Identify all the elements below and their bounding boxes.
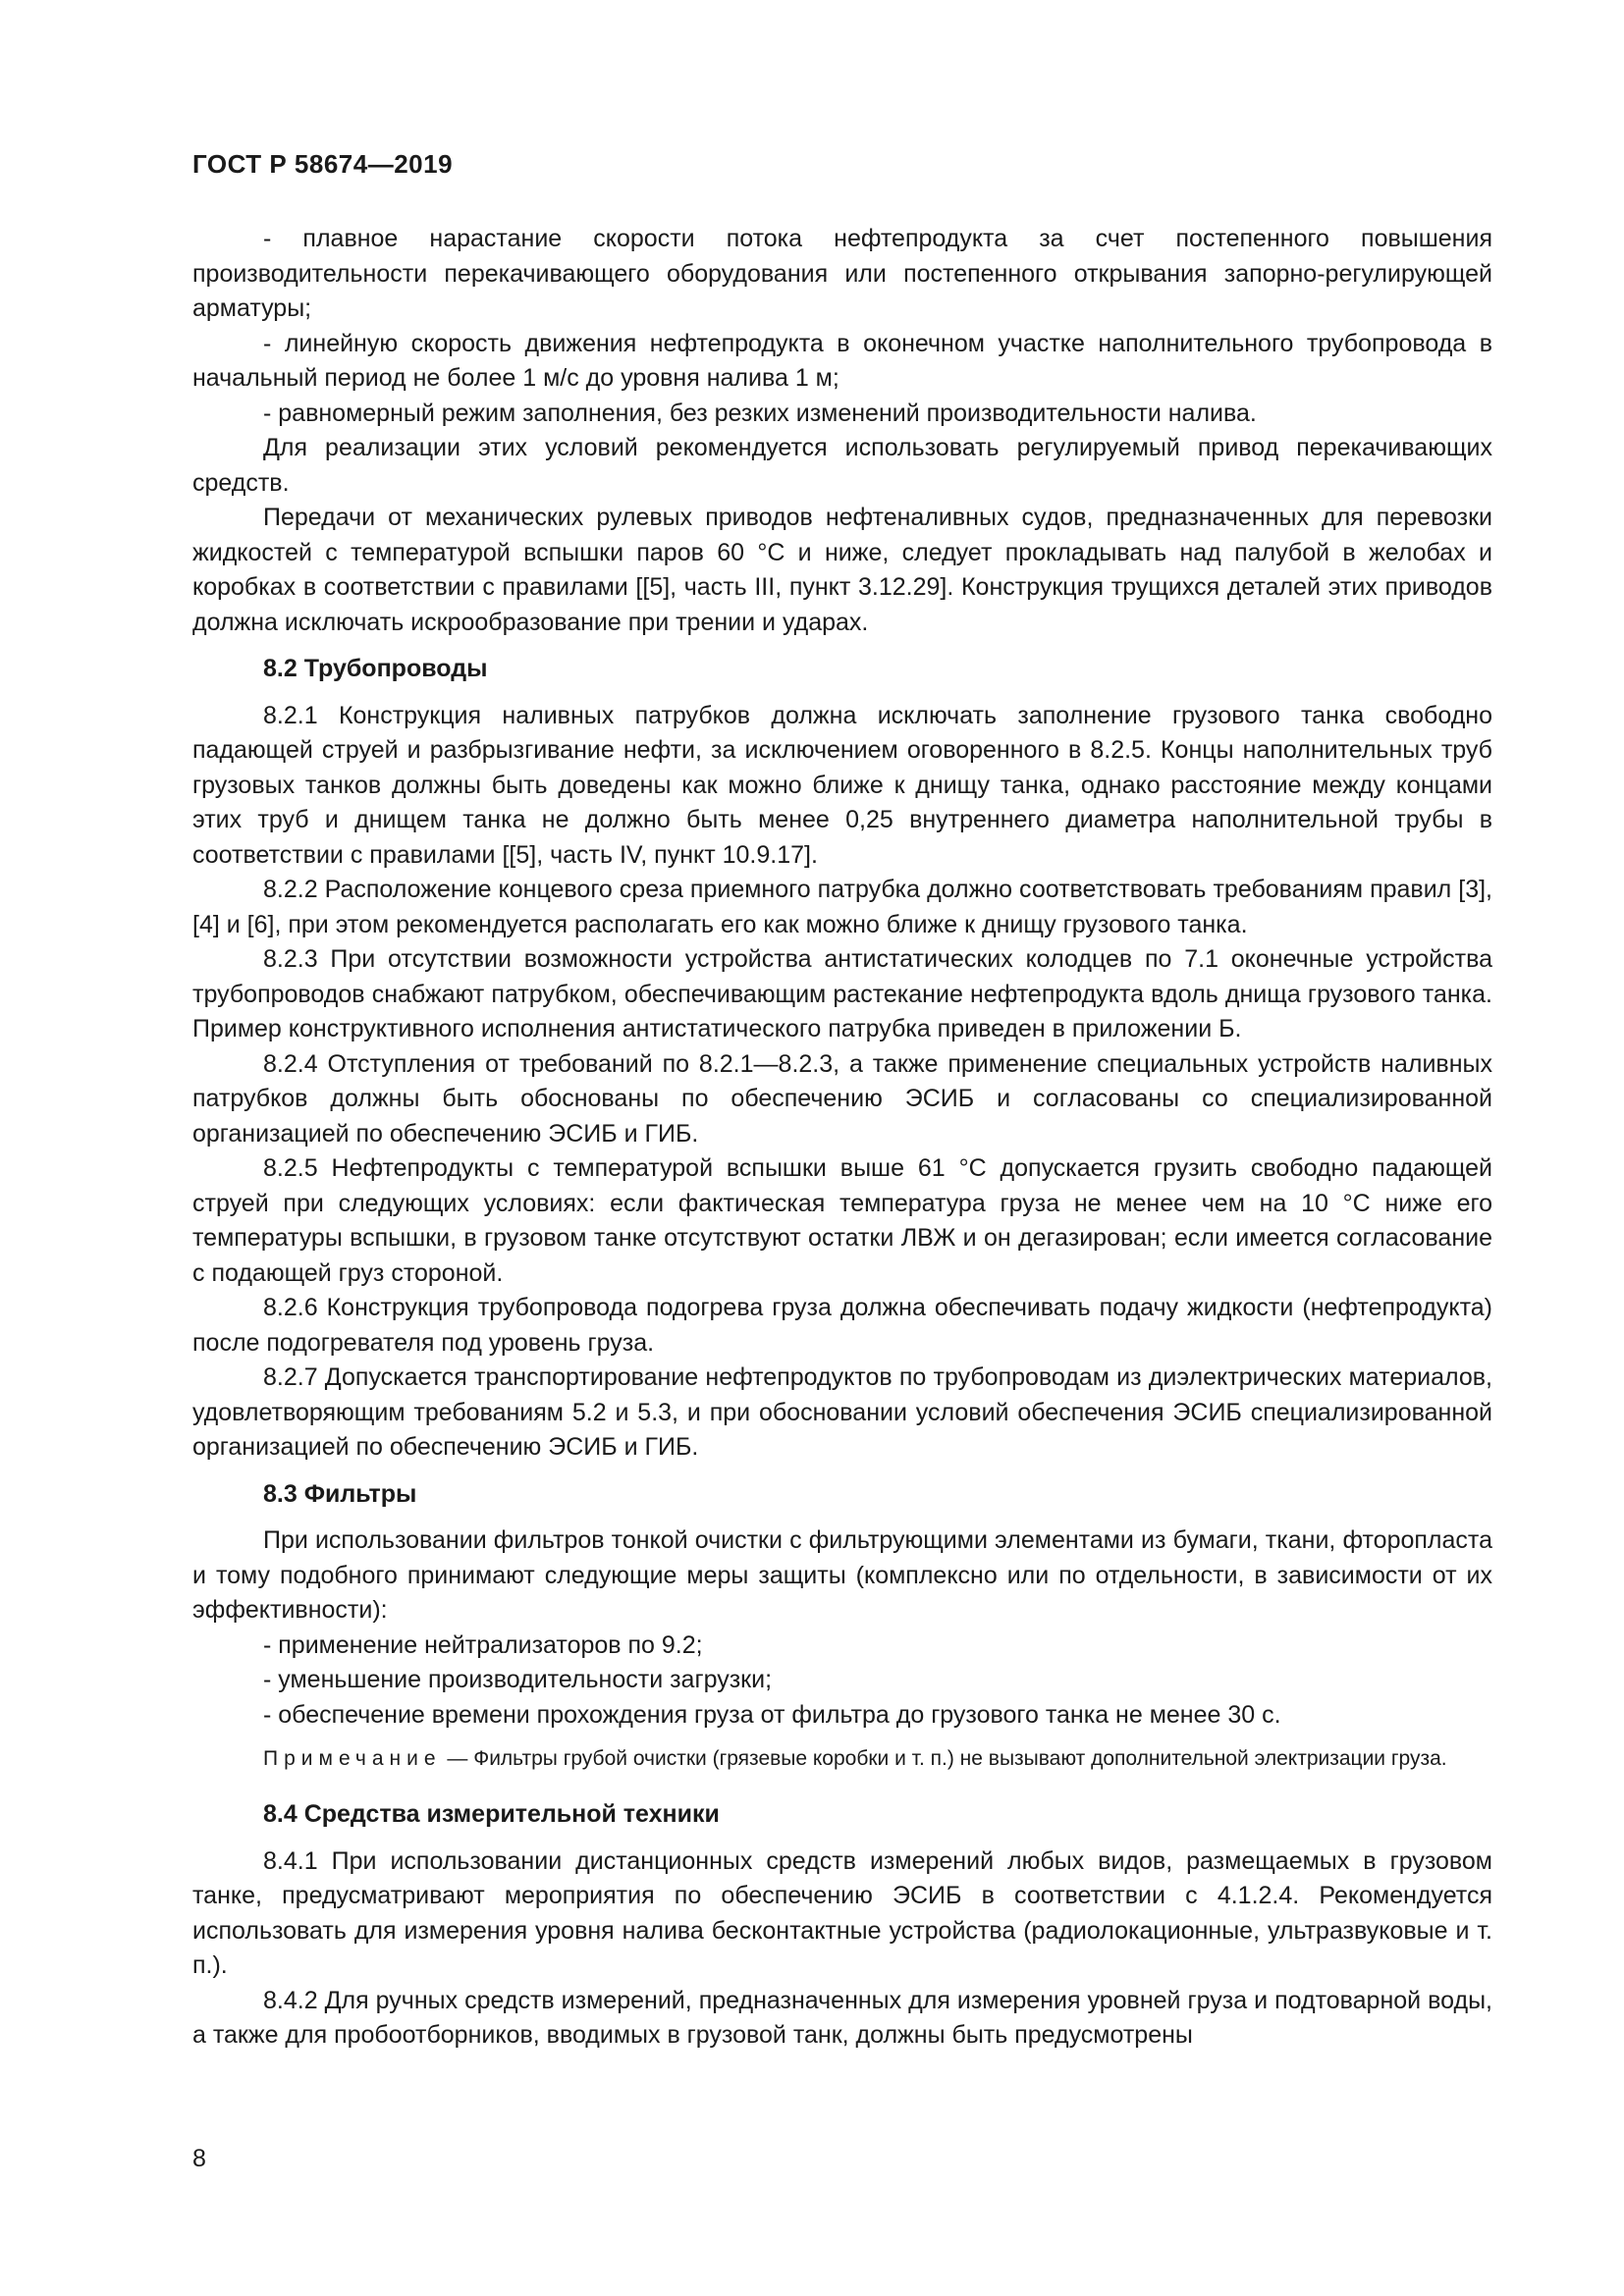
paragraph-item: - плавное нарастание скорости потока нефтепродукта за счет постепенного повышения производительности перекачивающего оборудования или постепенного открывания запорно-регулирующей арматуры; [192, 225, 1492, 322]
page-number: 8 [192, 2145, 206, 2172]
note-text: — Фильтры грубой очистки (грязевые коробки и т. п.) не вызывают дополнительной электризации груза. [441, 1747, 1447, 1770]
clause-8-2-3: 8.2.3 При отсутствии возможности устройства антистатических колодцев по 7.1 оконечные устройства трубопроводов снабжают патрубком, обеспечивающим растекание нефтепродукта вдоль днища грузового танка. Пример конструктивного исполнения антистатического патрубка приведен в приложении Б. [192, 945, 1492, 1042]
section-heading-8-2: 8.2 Трубопроводы [263, 655, 488, 682]
list-item: - уменьшение производительности загрузки; [263, 1666, 773, 1693]
note-label: Примечание [263, 1747, 442, 1770]
paragraph-item: Для реализации этих условий рекомендуется использовать регулируемый привод перекачивающих средств. [192, 434, 1492, 497]
clause-8-4-2: 8.4.2 Для ручных средств измерений, предназначенных для измерения уровней груза и подтоварной воды, а также для пробоотборников, вводимых в грузовой танк, должны быть предусмотрены [192, 1986, 1492, 2049]
paragraph-item: Передачи от механических рулевых приводов нефтеналивных судов, предназначенных для перевозки жидкостей с температурой вспышки паров 60 °С и ниже, следует прокладывать над палубой в желобах и коробках в соответствии с правилами [[5], часть III, пункт 3.12.29]. Конструкция трущихся деталей этих приводов должна исключать искрообразование при трении и ударах. [192, 504, 1492, 636]
clause-8-2-6: 8.2.6 Конструкция трубопровода подогрева груза должна обеспечивать подачу жидкости (нефтепродукта) после подогревателя под уровень груза. [192, 1294, 1492, 1357]
note [192, 1742, 1492, 1776]
document-header: ГОСТ Р 58674—2019 [192, 149, 454, 179]
clause-8-2-7: 8.2.7 Допускается транспортирование нефтепродуктов по трубопроводам из диэлектрических материалов, удовлетворяющим требованиям 5.2 и 5.3, и при обосновании условий обеспечения ЭСИБ специализированной организацией по обеспечению ЭСИБ и ГИБ. [192, 1363, 1492, 1461]
clause-8-2-1: 8.2.1 Конструкция наливных патрубков должна исключать заполнение грузового танка свободно падающей струей и разбрызгивание нефти, за исключением оговоренного в 8.2.5. Концы наполнительных труб грузовых танков должны быть доведены как можно ближе к днищу танка, однако расстояние между концами этих труб и днищем танка не должно быть менее 0,25 внутреннего диаметра наполнительной трубы в соответствии с правилами [[5], часть IV, пункт 10.9.17]. [192, 701, 1492, 869]
clause-8-2-4: 8.2.4 Отступления от требований по 8.2.1—8.2.3, а также применение специальных устройств наливных патрубков должны быть обоснованы по обеспечению ЭСИБ и согласованы со специализированной организацией по обеспечению ЭСИБ и ГИБ. [192, 1049, 1492, 1148]
clause-8-2-2: 8.2.2 Расположение концевого среза приемного патрубка должно соответствовать требованиям правил [3], [4] и [6], при этом рекомендуется располагать его как можно ближе к днищу грузового танка. [192, 876, 1492, 938]
list-item: - применение нейтрализаторов по 9.2; [263, 1630, 703, 1659]
filters-intro: При использовании фильтров тонкой очистки с фильтрующими элементами из бумаги, ткани, фторопласта и тому подобного принимают следующие меры защиты (комплексно или по отдельности, в зависимости от их эффективности): [192, 1526, 1492, 1624]
page-content [192, 222, 1492, 2054]
paragraph-item: - равномерный режим заполнения, без резких изменений производительности налива. [263, 399, 1257, 427]
section-heading-8-4: 8.4 Средства измерительной техники [263, 1800, 720, 1828]
section-heading-8-3: 8.3 Фильтры [263, 1479, 417, 1508]
clause-8-2-5: 8.2.5 Нефтепродукты с температурой вспышки выше 61 °С допускается грузить свободно падающей струей при следующих условиях: если фактическая температура груза не менее чем на 10 °С ниже его температуры вспышки, в грузовом танке отсутствуют остатки ЛВЖ и он дегазирован; если имеется согласование с подающей груз стороной. [192, 1154, 1492, 1287]
clause-8-4-1: 8.4.1 При использовании дистанционных средств измерений любых видов, размещаемых в грузовом танке, предусматривают мероприятия по обеспечению ЭСИБ в соответствии с 4.1.2.4. Рекомендуется использовать для измерения уровня налива бесконтактные устройства (радиолокационные, ультразвуковые и т. п.). [192, 1846, 1492, 1979]
paragraph-item: - линейную скорость движения нефтепродукта в оконечном участке наполнительного трубопровода в начальный период не более 1 м/с до уровня налива 1 м; [192, 329, 1492, 392]
list-item: - обеспечение времени прохождения груза от фильтра до грузового танка не менее 30 с. [263, 1700, 1281, 1729]
